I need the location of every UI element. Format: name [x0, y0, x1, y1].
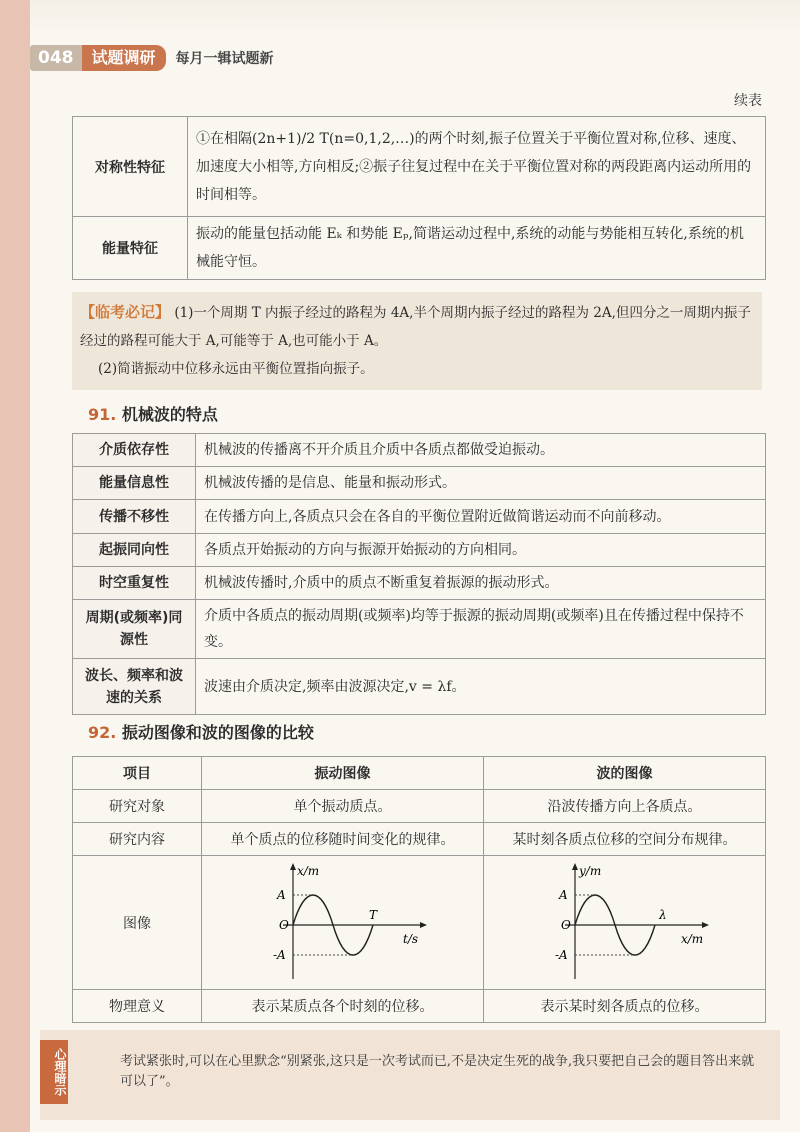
graph-neg-amp: -A — [554, 947, 568, 962]
x-arrow-icon — [702, 922, 709, 928]
graph-xlabel: t/s — [402, 931, 418, 946]
row-key: 能量特征 — [73, 217, 188, 280]
table-row — [73, 500, 766, 534]
table-row — [73, 434, 766, 467]
continued-label: 续表 — [734, 93, 762, 109]
section-title: 振动图像和波的图像的比较 — [121, 723, 314, 742]
left-band — [0, 0, 30, 1132]
header-wave-graph: 波的图像 — [484, 757, 766, 790]
graph-period: T — [368, 907, 377, 922]
page-number: 048 — [30, 45, 82, 71]
graph-origin: O — [560, 917, 571, 932]
row-value: 机械波的传播离不开介质且介质中各质点都做受迫振动。 — [196, 434, 766, 467]
footer-tag: 心理暗示 — [40, 1040, 68, 1104]
table-oscillation-features — [72, 116, 766, 280]
graph-amp: A — [558, 887, 568, 902]
header-category: 试题调研 — [82, 45, 166, 71]
x-arrow-icon — [420, 922, 427, 928]
row-value: 在传播方向上,各质点只会在各自的平衡位置附近做简谐运动而不向前移动。 — [196, 500, 766, 534]
wave-graph-cell — [484, 856, 766, 990]
table-row — [73, 217, 766, 280]
table-row — [73, 117, 766, 217]
section-number: 91. — [88, 405, 117, 424]
header-slogan: 每月一辑试题新 — [175, 51, 274, 67]
row-value: 各质点开始振动的方向与振源开始振动的方向相同。 — [196, 534, 766, 567]
table-row — [73, 534, 766, 567]
table-row — [73, 467, 766, 500]
top-band — [0, 0, 800, 36]
row-value: 振动的能量包括动能 Eₖ 和势能 Eₚ,简谐运动过程中,系统的动能与势能相互转化,系统的机械能守恒。 — [188, 217, 766, 280]
table-row — [73, 600, 766, 659]
row-value: ①在相隔(2n+1)/2 T(n=0,1,2,…)的两个时刻,振子位置关于平衡位置对称,位移、速度、加速度大小相等,方向相反;②振子往复过程中在关于平衡位置对称的两段距离内运动所用的时间相等。 — [188, 117, 766, 217]
graph-amp: A — [276, 887, 286, 902]
table-header-row — [73, 757, 766, 790]
note-line-2: (2)简谐振动中位移永远由平衡位置指向振子。 — [98, 361, 374, 377]
table-row — [73, 823, 766, 856]
row-value: 波速由介质决定,频率由波源决定,v = λf。 — [196, 659, 766, 715]
graph-ylabel: y/m — [578, 863, 601, 878]
row-key: 物理意义 — [73, 990, 202, 1023]
graph-xlabel: x/m — [680, 931, 703, 946]
section-number: 92. — [88, 723, 117, 742]
row-value: 某时刻各质点位移的空间分布规律。 — [484, 823, 766, 856]
wave-graph — [535, 861, 715, 985]
vibration-graph — [253, 861, 433, 985]
table-row — [73, 990, 766, 1023]
graph-origin: O — [278, 917, 289, 932]
graph-period: λ — [658, 907, 667, 922]
header-item: 项目 — [73, 757, 202, 790]
table-wave-features — [72, 433, 766, 715]
row-key: 起振同向性 — [73, 534, 196, 567]
graph-ylabel: x/m — [296, 863, 319, 878]
row-key: 图像 — [73, 856, 202, 990]
note-line-1: (1)一个周期 T 内振子经过的路程为 4A,半个周期内振子经过的路程为 2A,但四分之一周期内振子经过的路程可能大于 A,可能等于 A,也可能小于 A。 — [80, 305, 751, 349]
section-92-heading — [88, 720, 314, 743]
row-key: 研究对象 — [73, 790, 202, 823]
table-row — [73, 659, 766, 715]
y-arrow-icon — [572, 863, 578, 870]
row-key: 对称性特征 — [73, 117, 188, 217]
table-row — [73, 790, 766, 823]
section-91-heading — [88, 402, 218, 425]
vibration-graph-cell — [202, 856, 484, 990]
row-value: 单个振动质点。 — [202, 790, 484, 823]
y-arrow-icon — [290, 863, 296, 870]
row-key: 波长、频率和波速的关系 — [73, 659, 196, 715]
row-key: 研究内容 — [73, 823, 202, 856]
row-value: 沿波传播方向上各质点。 — [484, 790, 766, 823]
footer-text: 考试紧张时,可以在心里默念“别紧张,这只是一次考试而已,不是决定生死的战争,我只要把自己会的题目答出来就可以了”。 — [120, 1054, 755, 1089]
exam-note-box — [72, 292, 762, 390]
row-value: 介质中各质点的振动周期(或频率)均等于振源的振动周期(或频率)且在传播过程中保持不变。 — [196, 600, 766, 659]
row-value: 机械波传播时,介质中的质点不断重复着振源的振动形式。 — [196, 567, 766, 600]
row-value: 表示某质点各个时刻的位移。 — [202, 990, 484, 1023]
table-row — [73, 856, 766, 990]
row-key: 传播不移性 — [73, 500, 196, 534]
page-header — [30, 44, 274, 72]
row-value: 表示某时刻各质点的位移。 — [484, 990, 766, 1023]
row-value: 机械波传播的是信息、能量和振动形式。 — [196, 467, 766, 500]
row-key: 介质依存性 — [73, 434, 196, 467]
row-key: 能量信息性 — [73, 467, 196, 500]
table-graph-comparison — [72, 756, 766, 1023]
header-vibration-graph: 振动图像 — [202, 757, 484, 790]
section-title: 机械波的特点 — [121, 405, 218, 424]
row-key: 时空重复性 — [73, 567, 196, 600]
row-key: 周期(或频率)同源性 — [73, 600, 196, 659]
graph-neg-amp: -A — [272, 947, 286, 962]
note-tag: 【临考必记】 — [80, 303, 171, 321]
footer-tip — [40, 1030, 780, 1120]
table-row — [73, 567, 766, 600]
row-value: 单个质点的位移随时间变化的规律。 — [202, 823, 484, 856]
